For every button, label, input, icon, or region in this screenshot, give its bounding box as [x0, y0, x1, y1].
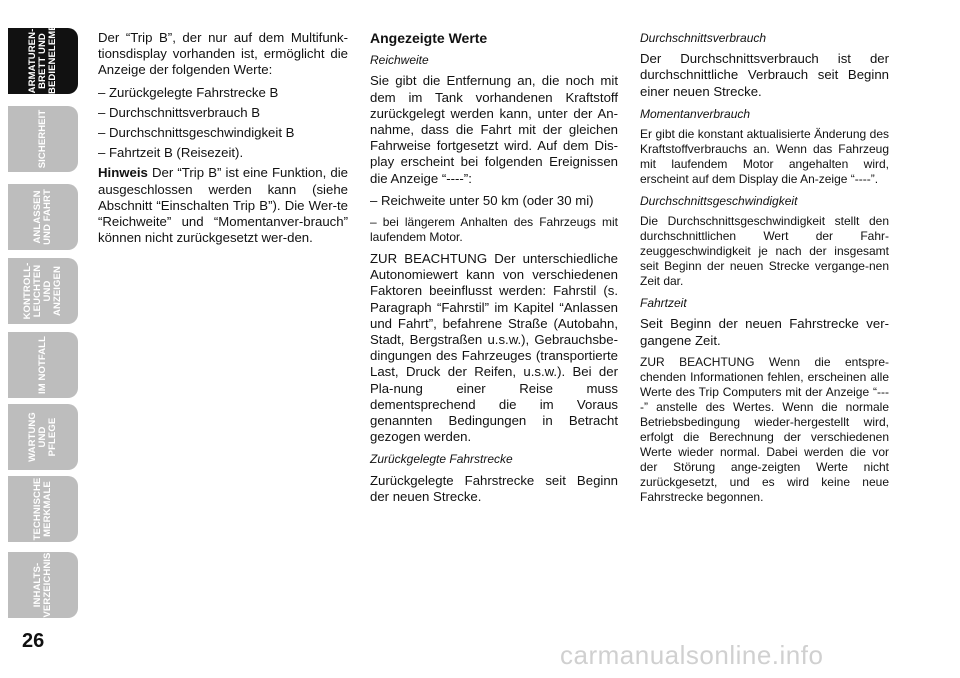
subheading-fahrtzeit: Fahrtzeit	[640, 296, 687, 311]
tab-anlassen-und-fahrt[interactable]	[8, 184, 78, 250]
tab-label: SICHERHEIT	[37, 109, 48, 169]
list-item: – Zurückgelegte Fahrstrecke B	[98, 84, 279, 100]
list-item: – Reichweite unter 50 km (oder 30 mi)	[370, 192, 594, 208]
tab-label: WARTUNG UND PFLEGE	[27, 412, 58, 462]
tab-label: INHALTS- VERZEICHNIS	[32, 552, 53, 618]
tab-im-notfall[interactable]	[8, 332, 78, 398]
tab-label: ARMATUREN- BRETT UND BEDIENELEMENTE	[27, 4, 58, 94]
subheading-reichweite: Reichweite	[370, 53, 429, 68]
note-paragraph: ZUR BEACHTUNG Der unterschiedliche Autonomiewert kann von verschiedenen Faktoren beeinflusst werden: Fahrstil (s. Paragraph “Fahrstil” im Kapitel “Anlassen und Fahrt”, befahrene Straße (Autobahn, Stadt, Bergstraßen u.s.w.), Gebrauchsbe-dingungen des Fahrzeuges (transportierte Last, Druck der Reifen, u.s.w.). Bei der Pla-nung einer Reise muss dementsprechend die im Voraus genannten Bedingungen in Betracht gezogen werden.	[370, 251, 618, 445]
hint-label: Hinweis	[98, 165, 148, 181]
tab-inhaltsverzeichnis[interactable]	[8, 552, 78, 618]
subheading-durchschnittsverbrauch: Durchschnittsverbrauch	[640, 31, 767, 45]
tab-armaturenbrett[interactable]	[8, 4, 78, 94]
tab-sicherheit[interactable]	[8, 106, 78, 172]
subheading-momentanverbrauch: Momentanverbrauch	[640, 106, 751, 121]
subheading-fahrstrecke: Zurückgelegte Fahrstrecke	[370, 452, 513, 467]
tab-label: KONTROLL- LEUCHTEN UND ANZEIGEN	[22, 262, 63, 320]
section-heading: Angezeigte Werte	[370, 30, 488, 46]
durchschnittsgeschwindigkeit-paragraph: Die Durchschnittsgeschwindigkeit stellt den durchschnittlichen Wert der Fahr-zeuggeschwindigkeit je nach der insgesamt seit Beginn der neuen Strecke vergange-nen Zeit dar.	[640, 214, 889, 289]
list-item: – Durchschnittsgeschwindigkeit B	[98, 125, 295, 141]
page-number: 26	[22, 630, 45, 652]
tab-technische-merkmale[interactable]	[8, 476, 78, 542]
list-item: – bei längerem Anhalten des Fahrzeugs mit laufendem Motor.	[370, 215, 618, 245]
fahrstrecke-paragraph: Zurückgelegte Fahrstrecke seit Beginn der neuen Strecke.	[370, 472, 618, 504]
reichweite-paragraph: Sie gibt die Entfernung an, die noch mit dem im Tank vorhandenen Kraftstoff zurückgelegt werden kann, unter der An-nahme, dass die Fahrt mit der gleichen Fahrweise fortgesetzt wird. Auf dem Dis-play erscheint bei folgenden Ereignissen die Anzeige “----”:	[370, 73, 618, 186]
intro-paragraph: Der “Trip B”, der nur auf dem Multifunk-tionsdisplay vorhanden ist, ermöglicht die Anzeige der folgenden Werte:	[98, 30, 348, 78]
hint-paragraph	[98, 165, 348, 246]
fahrtzeit-paragraph: Seit Beginn der neuen Fahrstrecke ver-gangene Zeit.	[640, 316, 889, 348]
tab-wartung-und-pflege[interactable]	[8, 404, 78, 470]
hint-text: Der “Trip B” ist eine Funktion, die ausgeschlossen werden kann (siehe Abschnitt “Einschalten Trip B”). Die Wer-te “Reichweite” und “Momentanver-brauch” können nicht zurückgesetzt wer-den.	[98, 165, 348, 246]
watermark-text: carmanualsonline.info	[560, 640, 824, 670]
list-item: – Durchschnittsverbrauch B	[98, 104, 260, 120]
tab-label: IM NOTFALL	[37, 336, 48, 394]
text-column-2	[370, 30, 618, 511]
momentanverbrauch-paragraph: Er gibt die konstant aktualisierte Änderung des Kraftstoffverbrauchs an. Wenn das Fahrzeug mit laufendem Motor angehalten wird, erscheint auf dem Display die An-zeige “----”.	[640, 127, 889, 187]
durchschnittsverbrauch-paragraph: Der Durchschnittsverbrauch ist der durchschnittliche Verbrauch seit Beginn einer neuen Strecke.	[640, 51, 889, 99]
list-item: – Fahrtzeit B (Reisezeit).	[98, 145, 244, 161]
chapter-sidebar	[0, 0, 84, 678]
text-column-1	[98, 30, 348, 252]
tab-kontrollleuchten[interactable]	[8, 258, 78, 324]
text-column-3	[640, 30, 889, 511]
subheading-durchschnittsgeschwindigkeit: Durchschnittsgeschwindigkeit	[640, 194, 798, 209]
tab-label: TECHNISCHE MERKMALE	[32, 477, 53, 541]
note-paragraph: ZUR BEACHTUNG Wenn die entspre-chenden Informationen fehlen, erscheinen alle Werte des Trip Computers mit der Anzeige “----” anstelle des Wertes. Wenn die normale Betriebsbedingung wieder-hergestellt wird, erfolgt die Berechnung der verschiedenen Werte wieder normal. Dabei werden die vor der Störung ange-zeigten Werte nicht zurückgesetzt, und es wird keine neue Fahrstrecke begonnen.	[640, 354, 889, 504]
tab-label: ANLASSEN UND FAHRT	[32, 189, 53, 245]
